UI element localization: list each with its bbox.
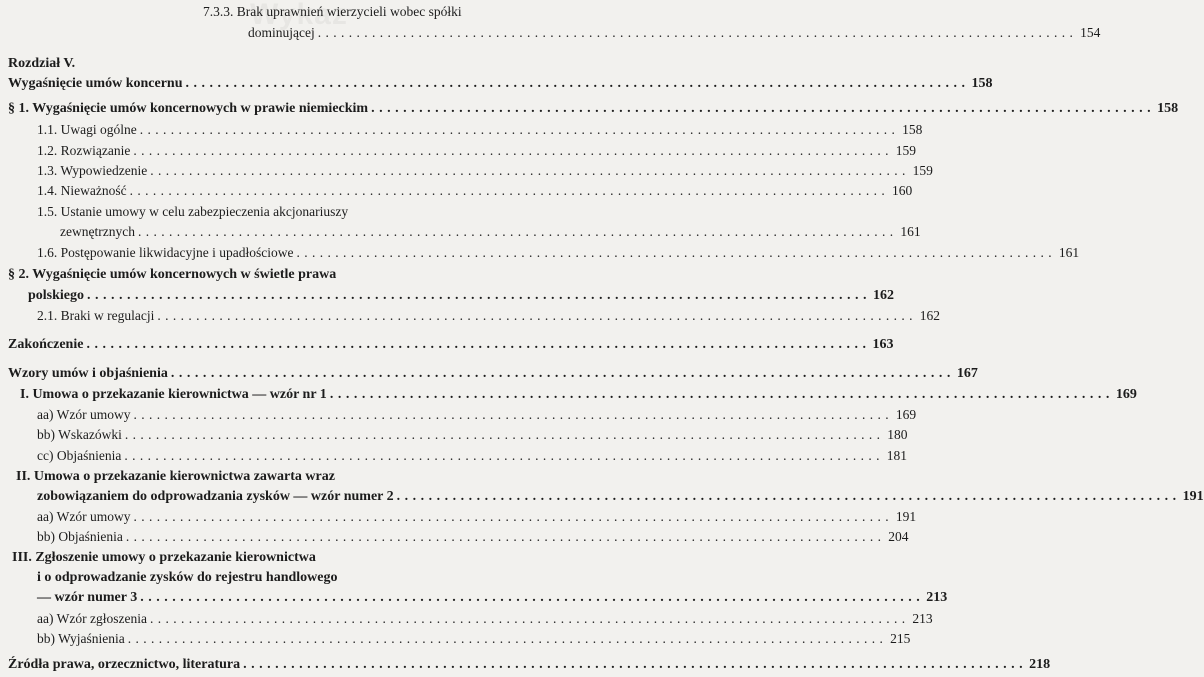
toc-entry-templates[interactable] <box>8 364 978 384</box>
toc-entry-template-2-aa[interactable] <box>37 507 917 527</box>
toc-entry-1-2[interactable] <box>37 141 916 161</box>
chapter-label: Rozdział V. <box>8 56 76 71</box>
entry-page-number: 163 <box>872 337 894 352</box>
toc-entry-template-3-bb[interactable] <box>37 629 911 649</box>
entry-text: — wzór numer 3 <box>37 590 138 605</box>
toc-entry-2-1[interactable] <box>37 306 940 326</box>
toc-entry-template-1[interactable] <box>20 385 1137 405</box>
toc-entry-conclusion[interactable] <box>8 335 894 355</box>
toc-entry-chapter-v[interactable] <box>8 74 993 94</box>
entry-page-number: 180 <box>887 427 908 442</box>
toc-entry-7-3-3[interactable] <box>248 23 1101 43</box>
entry-text: I. Umowa o przekazanie kierownictwa — wzór nr 1 <box>20 387 327 402</box>
toc-entry-1-6[interactable] <box>37 243 1080 263</box>
toc-entry-template-1-bb[interactable] <box>37 425 908 445</box>
toc-entry-template-1-aa[interactable] <box>37 405 917 425</box>
entry-text: Wzory umów i objaśnienia <box>8 366 168 381</box>
entry-page-number: 154 <box>1080 25 1101 40</box>
toc-entry-section-2-first-line: § 2. Wygaśnięcie umów koncernowych w świetle prawa <box>8 267 337 282</box>
entry-page-number: 191 <box>1182 489 1204 504</box>
toc-entry-template-2-first-line: II. Umowa o przekazanie kierownictwa zawarta wraz <box>16 469 335 484</box>
dot-leader <box>87 286 867 306</box>
entry-page-number: 159 <box>895 143 916 158</box>
toc-entry-1-3[interactable] <box>37 161 933 181</box>
entry-text: 1.3. Wypowiedzenie <box>37 163 148 178</box>
entry-text: polskiego <box>28 288 85 303</box>
toc-entry-template-1-cc[interactable] <box>37 446 907 466</box>
entry-text: aa) Wzór umowy <box>37 509 131 524</box>
toc-entry-7-3-3-first-line: 7.3.3. Brak uprawnień wierzycieli wobec spółki <box>203 4 462 19</box>
toc-entry-template-3-first-line: III. Zgłoszenie umowy o przekazanie kierownictwa <box>12 550 316 565</box>
entry-page-number: 161 <box>900 224 921 239</box>
dot-leader <box>138 222 894 242</box>
entry-text: bb) Wskazówki <box>37 427 122 442</box>
entry-text: bb) Objaśnienia <box>37 529 123 544</box>
dot-leader <box>133 405 889 425</box>
toc-entry-sources[interactable] <box>8 655 1051 675</box>
entry-text: zobowiązaniem do odprowadzania zysków — wzór numer 2 <box>37 489 394 504</box>
entry-page-number: 158 <box>1157 101 1179 116</box>
entry-page-number: 159 <box>912 163 933 178</box>
entry-text: 1.6. Postępowanie likwidacyjne i upadłościowe <box>37 245 294 260</box>
dot-leader <box>140 120 896 140</box>
toc-entry-1-4[interactable] <box>37 181 913 201</box>
dot-leader <box>140 588 920 608</box>
toc-entry-section-1[interactable] <box>8 99 1179 119</box>
entry-page-number: 218 <box>1029 657 1051 672</box>
toc-entry-1-5[interactable] <box>60 222 921 242</box>
toc-entry-template-3[interactable] <box>37 588 948 608</box>
entry-text: 2.1. Braki w regulacji <box>37 308 155 323</box>
entry-text: aa) Wzór umowy <box>37 407 131 422</box>
entry-page-number: 167 <box>956 366 978 381</box>
entry-page-number: 204 <box>888 529 909 544</box>
entry-text: cc) Objaśnienia <box>37 448 122 463</box>
dot-leader <box>330 385 1110 405</box>
entry-text: Zakończenie <box>8 337 84 352</box>
toc-entry-template-3-aa[interactable] <box>37 609 933 629</box>
dot-leader <box>133 507 889 527</box>
dot-leader <box>124 446 880 466</box>
entry-text: Wygaśnięcie umów koncernu <box>8 76 183 91</box>
dot-leader <box>86 335 866 355</box>
toc-entry-template-2-bb[interactable] <box>37 527 909 547</box>
dot-leader <box>133 141 889 161</box>
entry-text: 1.2. Rozwiązanie <box>37 143 131 158</box>
dot-leader <box>128 629 884 649</box>
dot-leader <box>296 243 1052 263</box>
entry-page-number: 213 <box>926 590 948 605</box>
entry-text: 1.4. Nieważność <box>37 183 127 198</box>
entry-page-number: 169 <box>895 407 917 422</box>
toc-entry-section-2[interactable] <box>28 286 895 306</box>
dot-leader <box>157 306 913 326</box>
dot-leader <box>171 364 951 384</box>
entry-text: dominującej <box>248 25 315 40</box>
entry-page-number: 160 <box>891 183 913 198</box>
entry-text: § 1. Wygaśnięcie umów koncernowych w prawie niemieckim <box>8 101 369 116</box>
toc-entry-1-1[interactable] <box>37 120 923 140</box>
dot-leader <box>318 23 1074 43</box>
dot-leader <box>371 99 1151 119</box>
entry-page-number: 161 <box>1058 245 1080 260</box>
toc-entry-template-2[interactable] <box>37 487 1204 507</box>
dot-leader <box>185 74 965 94</box>
entry-text: aa) Wzór zgłoszenia <box>37 611 147 626</box>
entry-text: bb) Wyjaśnienia <box>37 631 125 646</box>
dot-leader <box>150 161 906 181</box>
dot-leader <box>150 609 906 629</box>
dot-leader <box>125 425 881 445</box>
toc-entry-template-3-second-line: i o odprowadzanie zysków do rejestru handlowego <box>37 570 338 585</box>
entry-page-number: 215 <box>890 631 911 646</box>
dot-leader <box>126 527 882 547</box>
entry-page-number: 181 <box>886 448 907 463</box>
toc-entry-1-5-first-line: 1.5. Ustanie umowy w celu zabezpieczenia akcjonariuszy <box>37 204 349 219</box>
dot-leader <box>243 655 1023 675</box>
entry-text: Źródła prawa, orzecznictwo, literatura <box>8 657 241 672</box>
entry-text: 1.1. Uwagi ogólne <box>37 122 137 137</box>
entry-text: zewnętrznych <box>60 224 135 239</box>
entry-page-number: 169 <box>1115 387 1137 402</box>
dot-leader <box>130 181 886 201</box>
entry-page-number: 162 <box>873 288 895 303</box>
entry-page-number: 213 <box>912 611 933 626</box>
entry-page-number: 191 <box>895 509 917 524</box>
dot-leader <box>397 487 1177 507</box>
entry-page-number: 158 <box>902 122 923 137</box>
entry-page-number: 162 <box>919 308 940 323</box>
entry-page-number: 158 <box>971 76 993 91</box>
